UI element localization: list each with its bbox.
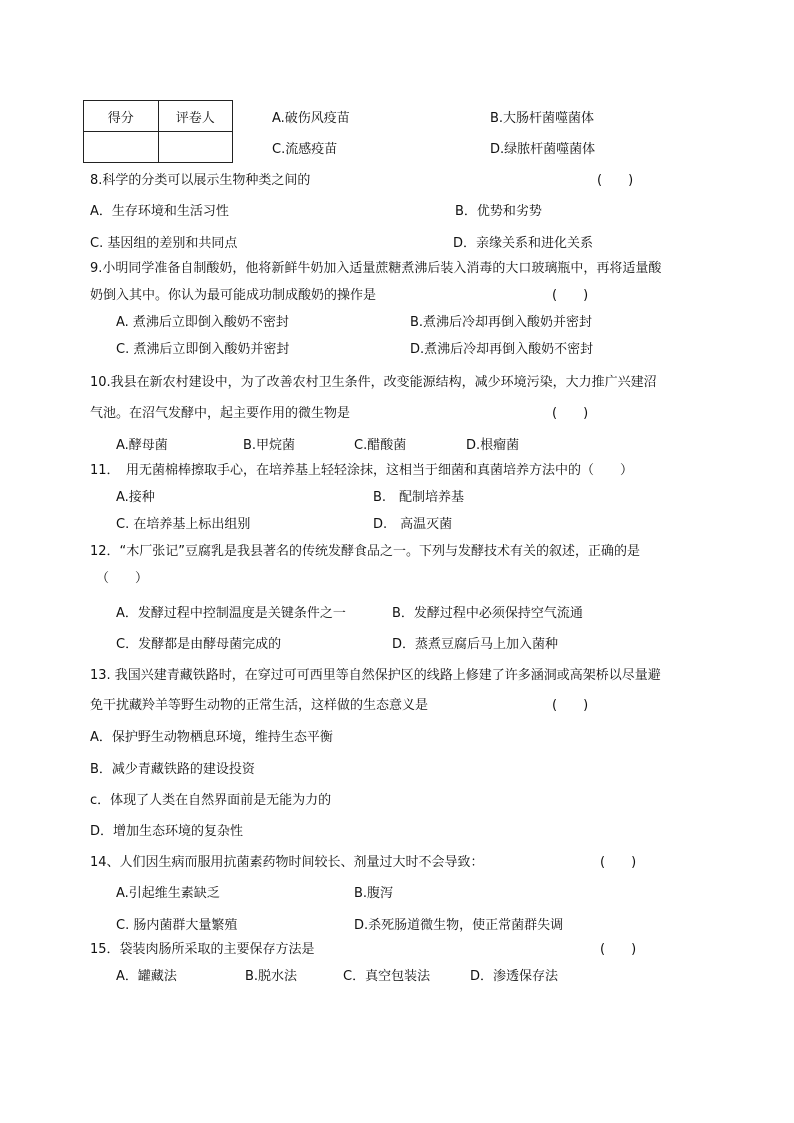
q15-option-d: D．渗透保存法 (470, 969, 559, 984)
q15-answer-paren[interactable]: ( ) (600, 942, 637, 957)
q14-option-b: B.腹泻 (354, 886, 394, 901)
q12-option-a: A．发酵过程中控制温度是关键条件之一 (116, 606, 346, 621)
q11-option-b: B. 配制培养基 (373, 490, 465, 505)
q9-stem-line2: 奶倒入其中。你认为最可能成功制成酸奶的操作是 (90, 288, 377, 303)
q9-option-b: B.煮沸后冷却再倒入酸奶并密封 (410, 315, 593, 330)
q12-option-c: C．发酵都是由酵母菌完成的 (116, 637, 282, 652)
grader-header: 评卷人 (158, 101, 233, 132)
q8-option-c: C. 基因组的差别和共同点 (90, 236, 238, 251)
q11-stem: 11． 用无菌棉棒擦取手心，在培养基上轻轻涂抹，这相当于细菌和真菌培养方法中的（ ） (90, 463, 634, 478)
q11-option-c: C. 在培养基上标出组别 (116, 517, 251, 532)
score-header: 得分 (84, 101, 159, 132)
q12-option-d: D．蒸煮豆腐后马上加入菌种 (392, 637, 559, 652)
q13-stem-line1: 13. 我国兴建青藏铁路时，在穿过可可西里等自然保护区的线路上修建了许多涵洞或高架桥以尽量避 (90, 668, 661, 683)
q11-option-a: A.接种 (116, 490, 155, 505)
q9-answer-paren[interactable]: ( ) (552, 288, 589, 303)
q10-option-a: A.酵母菌 (116, 438, 168, 453)
q13-option-d: D．增加生态环境的复杂性 (90, 824, 244, 839)
q15-option-b: B.脱水法 (245, 969, 298, 984)
q7-option-c: C.流感疫苗 (272, 142, 338, 157)
q13-option-b: B．减少青藏铁路的建设投资 (90, 762, 255, 777)
score-value-cell[interactable] (84, 132, 159, 163)
q9-option-d: D.煮沸后冷却再倒入酸奶不密封 (410, 342, 594, 357)
q8-option-a: A．生存环境和生活习性 (90, 204, 229, 219)
q9-option-c: C. 煮沸后立即倒入酸奶并密封 (116, 342, 290, 357)
q8-answer-paren[interactable]: ( ) (597, 173, 634, 188)
q10-option-d: D.根瘤菌 (466, 438, 520, 453)
score-table (83, 100, 233, 163)
q15-stem: 15．袋装肉肠所采取的主要保存方法是 (90, 942, 315, 957)
q12-answer-paren[interactable]: （ ） (96, 571, 149, 586)
q10-option-b: B.甲烷菌 (243, 438, 296, 453)
q15-option-c: C．真空包装法 (343, 969, 431, 984)
q14-answer-paren[interactable]: ( ) (600, 855, 637, 870)
grader-value-cell[interactable] (158, 132, 233, 163)
q7-option-a: A.破伤风疫苗 (272, 111, 350, 126)
q8-stem: 8.科学的分类可以展示生物种类之间的 (90, 173, 311, 188)
q13-answer-paren[interactable]: ( ) (552, 698, 589, 713)
q9-stem-line1: 9.小明同学准备自制酸奶，他将新鲜牛奶加入适量蔗糖煮沸后装入消毒的大口玻璃瓶中，再将适量酸 (90, 261, 662, 276)
q12-option-b: B．发酵过程中必须保持空气流通 (392, 606, 583, 621)
q14-option-a: A.引起维生素缺乏 (116, 886, 220, 901)
q7-option-b: B.大肠杆菌噬菌体 (490, 111, 595, 126)
q13-option-a: A．保护野生动物栖息环境，维持生态平衡 (90, 730, 333, 745)
q13-stem-line2: 免干扰藏羚羊等野生动物的正常生活，这样做的生态意义是 (90, 698, 429, 713)
q13-option-c: c．体现了人类在自然界面前是无能为力的 (90, 793, 332, 808)
q11-option-d: D. 高温灭菌 (373, 517, 453, 532)
q15-option-a: A．罐藏法 (116, 969, 177, 984)
q10-stem-line1: 10.我县在新农村建设中，为了改善农村卫生条件，改变能源结构，减少环境污染，大力推广兴建沼 (90, 375, 657, 390)
q10-stem-line2: 气池。在沼气发酵中，起主要作用的微生物是 (90, 406, 351, 421)
q8-option-b: B．优势和劣势 (455, 204, 542, 219)
q14-stem: 14、人们因生病而服用抗菌素药物时间较长、剂量过大时不会导致： (90, 855, 484, 870)
q10-option-c: C.醋酸菌 (354, 438, 407, 453)
q12-stem-line1: 12．“木厂张记”豆腐乳是我县著名的传统发酵食品之一。下列与发酵技术有关的叙述，正确的是 (90, 544, 641, 559)
q8-option-d: D．亲缘关系和进化关系 (453, 236, 594, 251)
q10-answer-paren[interactable]: ( ) (552, 406, 589, 421)
q14-option-d: D.杀死肠道微生物，使正常菌群失调 (354, 918, 564, 933)
q14-option-c: C. 肠内菌群大量繁殖 (116, 918, 238, 933)
q7-option-d: D.绿脓杆菌噬菌体 (490, 142, 596, 157)
q9-option-a: A. 煮沸后立即倒入酸奶不密封 (116, 315, 289, 330)
